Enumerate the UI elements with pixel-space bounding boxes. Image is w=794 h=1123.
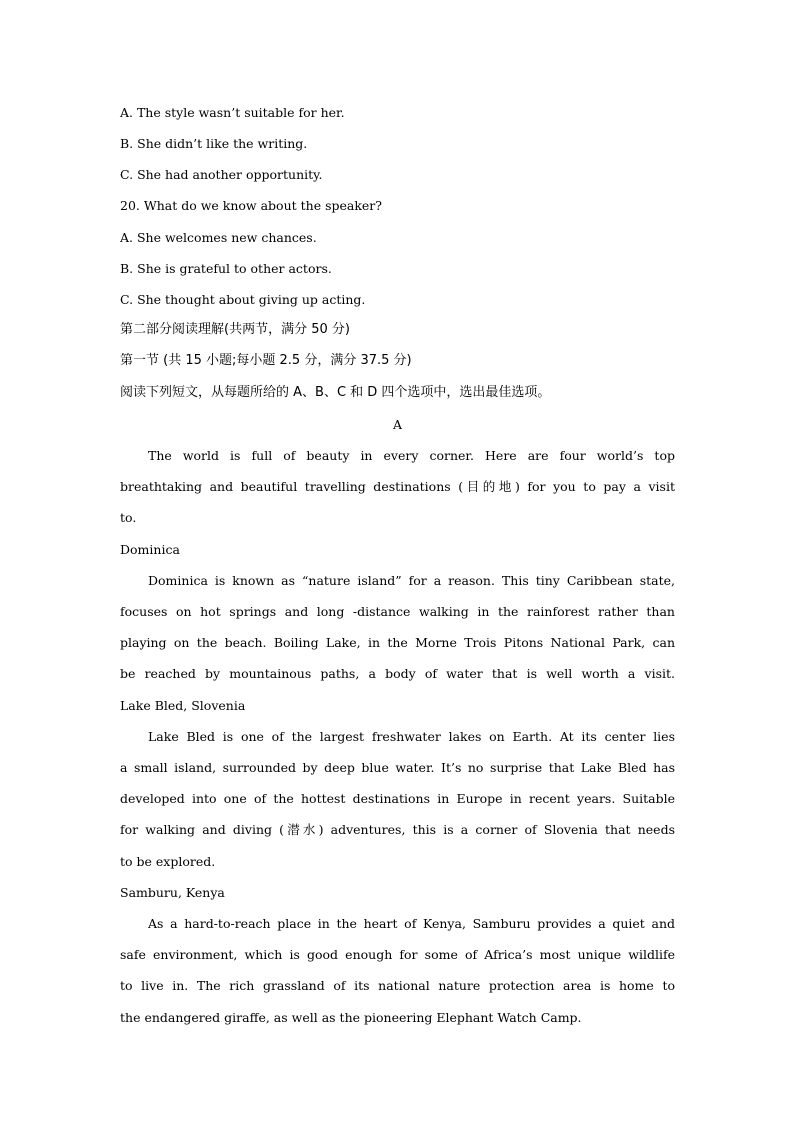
intro-line-2: breathtaking and beautiful travelling destinations (目的地) for you to pay a visit: [120, 479, 675, 494]
lake-bled-line-5: to be explored.: [120, 854, 216, 869]
intro-line-1: The world is full of beauty in every corner. Here are four world’s top: [148, 448, 675, 463]
samburu-line-4: the endangered giraffe, as well as the pioneering Elephant Watch Camp.: [120, 1010, 582, 1025]
destination-heading-lake-bled: Lake Bled, Slovenia: [120, 698, 246, 713]
q20-question: 20. What do we know about the speaker?: [120, 198, 382, 213]
instructions: 阅读下列短文，从每题所给的 A、B、C 和 D 四个选项中，选出最佳选项。: [120, 385, 551, 400]
lake-bled-line-2: a small island, surrounded by deep blue water. It’s no surprise that Lake Bled has: [120, 760, 675, 775]
samburu-line-3: to live in. The rich grassland of its national nature protection area is home to: [120, 978, 675, 993]
destination-heading-samburu: Samburu, Kenya: [120, 885, 225, 900]
samburu-line-1: As a hard-to-reach place in the heart of Kenya, Samburu provides a quiet and: [148, 916, 675, 931]
passage-label: A: [392, 417, 403, 432]
q20-option-b: B. She is grateful to other actors.: [120, 261, 332, 276]
samburu-line-2: safe environment, which is good enough for some of Africa’s most unique wildlife: [120, 947, 675, 962]
subsection-title: 第一节 (共 15 小题;每小题 2.5 分，满分 37.5 分): [120, 353, 412, 368]
dominica-line-1: Dominica is known as “nature island” for a reason. This tiny Caribbean state,: [148, 573, 675, 588]
dominica-line-3: playing on the beach. Boiling Lake, in the Morne Trois Pitons National Park, can: [120, 635, 675, 650]
q20-option-c: C. She thought about giving up acting.: [120, 292, 366, 307]
part-title: 第二部分阅读理解(共两节，满分 50 分): [120, 322, 350, 337]
lake-bled-line-1: Lake Bled is one of the largest freshwater lakes on Earth. At its center lies: [148, 729, 675, 744]
q19-option-c: C. She had another opportunity.: [120, 167, 323, 182]
q19-option-a: A. The style wasn’t suitable for her.: [120, 105, 345, 120]
dominica-line-2: focuses on hot springs and long -distance walking in the rainforest rather than: [120, 604, 675, 619]
q20-option-a: A. She welcomes new chances.: [120, 230, 317, 245]
destination-heading-dominica: Dominica: [120, 542, 180, 557]
lake-bled-line-4: for walking and diving (潜水) adventures, this is a corner of Slovenia that needs: [120, 822, 675, 837]
intro-line-3: to.: [120, 510, 137, 525]
lake-bled-line-3: developed into one of the hottest destinations in Europe in recent years. Suitable: [120, 791, 675, 806]
dominica-line-4: be reached by mountainous paths, a body of water that is well worth a visit.: [120, 666, 675, 681]
q19-option-b: B. She didn’t like the writing.: [120, 136, 308, 151]
